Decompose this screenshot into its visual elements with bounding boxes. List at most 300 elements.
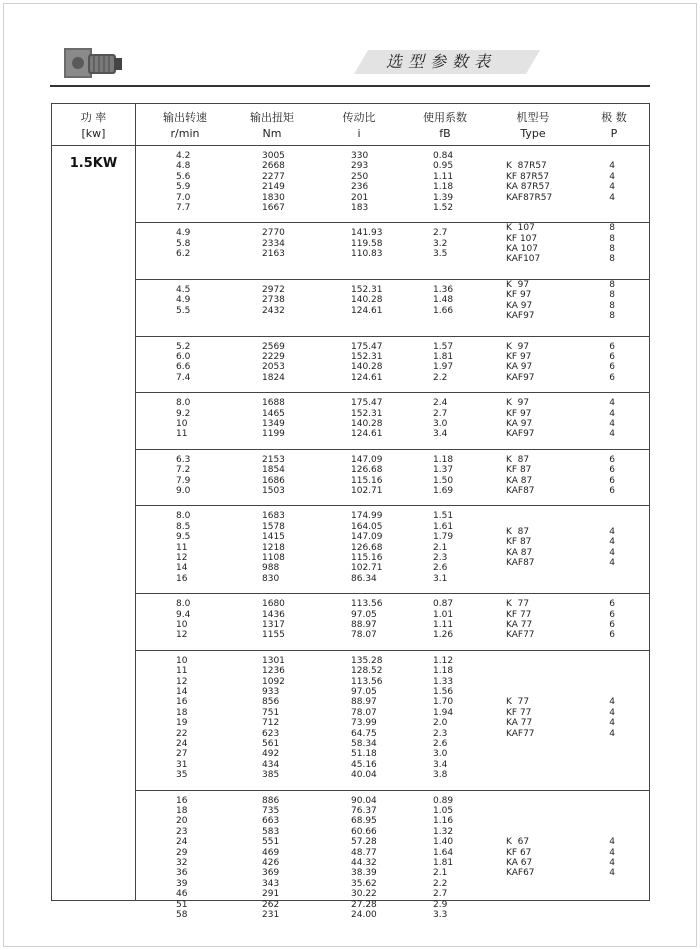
output-torque-cell: 2229 [262, 351, 285, 362]
output-speed-cell: 8.5 [176, 521, 191, 532]
poles-cell: 4 [609, 429, 615, 440]
output-torque-cell: 2770 [262, 228, 285, 239]
poles-cell: 4 [609, 847, 615, 858]
poles-cell: 6 [609, 465, 615, 476]
ratio-cell: 140.28 [351, 295, 383, 306]
output-torque-cell: 886 [262, 795, 280, 806]
power-value: 1.5KW [69, 156, 118, 171]
row-group [135, 506, 650, 593]
ratio-cell: 97.05 [351, 609, 377, 620]
service-factor-cell: 2.4 [433, 398, 448, 409]
output-torque-cell: 1301 [262, 655, 285, 666]
poles-cell: 4 [609, 728, 615, 739]
service-factor-cell: 2.1 [433, 868, 448, 879]
service-factor-cell: 1.18 [433, 454, 454, 465]
output-torque-cell: 712 [262, 718, 280, 729]
service-factor-cell: 3.4 [433, 429, 448, 440]
ratio-cell: 128.52 [351, 666, 383, 677]
ratio-cell: 115.16 [351, 552, 383, 563]
ratio-cell: 236 [351, 182, 369, 193]
poles-cell: 4 [609, 408, 615, 419]
row-group [135, 337, 650, 393]
output-torque-cell: 1688 [262, 398, 285, 409]
poles-cell: 4 [609, 526, 615, 537]
output-speed-cell: 14 [176, 563, 188, 574]
output-speed-cell: 19 [176, 718, 188, 729]
output-torque-cell: 1824 [262, 372, 285, 383]
service-factor-cell: 1.36 [433, 285, 454, 295]
output-torque-cell: 561 [262, 738, 280, 749]
poles-cell: 4 [609, 537, 615, 548]
type-cell: KAF97 [506, 311, 535, 321]
ratio-cell: 97.05 [351, 686, 377, 697]
poles-cell: 4 [609, 398, 615, 409]
service-factor-cell: 3.2 [433, 238, 448, 249]
output-torque-cell: 1317 [262, 619, 285, 630]
header-service-factor: 使用系数 fB [423, 111, 467, 140]
poles-cell: 6 [609, 609, 615, 620]
poles-cell: 8 [609, 279, 615, 290]
type-cell: K 87R57 [506, 161, 547, 172]
output-torque-cell: 1236 [262, 666, 285, 677]
service-factor-cell: 1.16 [433, 816, 454, 827]
ratio-cell: 175.47 [351, 341, 383, 352]
ratio-cell: 293 [351, 161, 369, 172]
service-factor-cell: 2.6 [433, 738, 448, 749]
type-cell: KA 77 [506, 619, 533, 630]
poles-cell: 6 [609, 341, 615, 352]
header-power: 功 率 [kw] [80, 111, 107, 140]
output-speed-cell: 10 [176, 655, 188, 666]
output-speed-cell: 5.8 [176, 238, 191, 249]
ratio-cell: 86.34 [351, 573, 377, 584]
service-factor-cell: 3.4 [433, 759, 448, 770]
output-speed-cell: 35 [176, 770, 188, 781]
output-speed-cell: 7.2 [176, 465, 191, 476]
type-cell: KF 87 [506, 537, 532, 548]
type-cell: KA 97 [506, 418, 533, 429]
output-torque-cell: 2738 [262, 295, 285, 306]
type-cell: K 77 [506, 599, 530, 610]
row-group [135, 594, 650, 650]
ratio-cell: 57.28 [351, 837, 377, 848]
output-torque-cell: 1199 [262, 429, 285, 440]
output-torque-cell: 2432 [262, 305, 285, 316]
ratio-cell: 88.97 [351, 697, 377, 708]
type-cell: KAF97 [506, 429, 535, 440]
service-factor-cell: 2.2 [433, 878, 448, 889]
output-torque-cell: 1349 [262, 418, 285, 429]
ratio-cell: 58.34 [351, 738, 377, 749]
service-factor-cell: 1.11 [433, 619, 454, 630]
row-group [135, 393, 650, 449]
output-torque-cell: 1667 [262, 203, 285, 213]
output-speed-cell: 23 [176, 826, 188, 837]
ratio-cell: 78.07 [351, 707, 377, 718]
service-factor-cell: 3.1 [433, 573, 448, 584]
poles-cell: 4 [609, 718, 615, 729]
output-torque-cell: 856 [262, 697, 280, 708]
service-factor-cell: 1.01 [433, 609, 454, 620]
output-speed-cell: 14 [176, 686, 188, 697]
poles-cell: 4 [609, 697, 615, 708]
ratio-cell: 113.56 [351, 676, 383, 687]
poles-cell: 8 [609, 223, 615, 234]
row-group [135, 280, 650, 336]
ratio-cell: 126.68 [351, 465, 383, 476]
output-speed-cell: 29 [176, 847, 188, 858]
service-factor-cell: 2.2 [433, 372, 448, 383]
output-torque-cell: 1155 [262, 630, 285, 641]
service-factor-cell: 1.52 [433, 203, 454, 213]
type-cell: KF 97 [506, 290, 532, 301]
row-group [135, 146, 650, 222]
poles-cell: 4 [609, 192, 615, 203]
poles-cell: 8 [609, 233, 615, 244]
output-torque-cell: 2053 [262, 362, 285, 373]
output-torque-cell: 2334 [262, 238, 285, 249]
output-speed-cell: 7.7 [176, 203, 191, 213]
type-cell: KAF87 [506, 558, 535, 569]
type-cell: KA 77 [506, 718, 533, 729]
output-torque-cell: 623 [262, 728, 280, 739]
ratio-cell: 201 [351, 192, 369, 203]
output-torque-cell: 1683 [262, 511, 285, 522]
output-torque-cell: 1108 [262, 552, 285, 563]
ratio-cell: 40.04 [351, 770, 377, 781]
output-speed-cell: 16 [176, 573, 188, 584]
output-speed-cell: 31 [176, 759, 188, 770]
service-factor-cell: 1.18 [433, 182, 454, 193]
output-torque-cell: 231 [262, 909, 280, 920]
type-cell: KA 87 [506, 547, 533, 558]
output-torque-cell: 1830 [262, 192, 285, 203]
type-cell: K 87 [506, 454, 530, 465]
output-torque-cell: 830 [262, 573, 280, 584]
service-factor-cell: 2.7 [433, 889, 448, 900]
poles-cell: 6 [609, 351, 615, 362]
ratio-cell: 44.32 [351, 857, 377, 868]
type-cell: KA 97 [506, 300, 533, 311]
service-factor-cell: 1.57 [433, 341, 454, 352]
service-factor-cell: 2.3 [433, 728, 448, 739]
output-torque-cell: 469 [262, 847, 280, 858]
output-torque-cell: 1415 [262, 532, 285, 543]
type-cell: KA 107 [506, 243, 538, 254]
output-torque-cell: 988 [262, 563, 280, 574]
output-speed-cell: 8.0 [176, 398, 191, 409]
poles-cell: 6 [609, 599, 615, 610]
ratio-cell: 60.66 [351, 826, 377, 837]
ratio-cell: 73.99 [351, 718, 377, 729]
type-cell: KAF87 [506, 485, 535, 496]
output-speed-cell: 4.9 [176, 228, 191, 239]
service-factor-cell: 1.12 [433, 655, 454, 666]
type-cell: KF 87R57 [506, 171, 550, 182]
output-speed-cell: 7.0 [176, 192, 191, 203]
output-torque-cell: 2153 [262, 454, 285, 465]
poles-cell: 6 [609, 454, 615, 465]
ratio-cell: 30.22 [351, 889, 377, 900]
row-group [135, 450, 650, 506]
output-speed-cell: 7.4 [176, 372, 191, 383]
output-torque-cell: 551 [262, 837, 280, 848]
output-speed-cell: 9.5 [176, 532, 191, 543]
type-cell: K 107 [506, 223, 535, 234]
service-factor-cell: 1.40 [433, 837, 454, 848]
service-factor-cell: 2.7 [433, 408, 448, 419]
type-cell: KF 97 [506, 408, 532, 419]
type-cell: KF 77 [506, 609, 532, 620]
poles-cell: 4 [609, 161, 615, 172]
ratio-cell: 135.28 [351, 655, 383, 666]
output-torque-cell: 1092 [262, 676, 285, 687]
output-torque-cell: 1465 [262, 408, 285, 419]
type-cell: K 77 [506, 697, 530, 708]
service-factor-cell: 1.69 [433, 485, 454, 496]
service-factor-cell: 0.89 [433, 795, 454, 806]
header-rule [50, 85, 650, 87]
type-cell: KAF77 [506, 728, 535, 739]
poles-cell: 4 [609, 857, 615, 868]
output-torque-cell: 291 [262, 889, 280, 900]
output-speed-cell: 20 [176, 816, 188, 827]
ratio-cell: 140.28 [351, 418, 383, 429]
output-speed-cell: 18 [176, 805, 188, 816]
poles-cell: 4 [609, 837, 615, 848]
output-speed-cell: 6.3 [176, 454, 191, 465]
output-torque-cell: 492 [262, 749, 280, 760]
output-torque-cell: 369 [262, 868, 280, 879]
ratio-cell: 174.99 [351, 511, 383, 522]
ratio-cell: 330 [351, 151, 369, 161]
selection-table [51, 103, 650, 920]
output-torque-cell: 2163 [262, 249, 285, 260]
header-output-speed: 输出转速 r/min [163, 111, 207, 140]
service-factor-cell: 3.0 [433, 418, 448, 429]
type-cell: KA 67 [506, 857, 533, 868]
poles-cell: 4 [609, 547, 615, 558]
output-speed-cell: 58 [176, 909, 188, 920]
type-cell: K 67 [506, 837, 530, 848]
type-cell: K 97 [506, 398, 530, 409]
row-group [135, 651, 650, 790]
output-torque-cell: 1854 [262, 465, 285, 476]
service-factor-cell: 1.26 [433, 630, 454, 641]
service-factor-cell: 1.81 [433, 857, 454, 868]
output-torque-cell: 1686 [262, 475, 285, 486]
type-cell: K 87 [506, 526, 530, 537]
ratio-cell: 126.68 [351, 542, 383, 553]
poles-cell: 6 [609, 619, 615, 630]
ratio-cell: 119.58 [351, 238, 383, 249]
output-speed-cell: 12 [176, 676, 188, 687]
service-factor-cell: 1.37 [433, 465, 454, 476]
output-speed-cell: 7.9 [176, 475, 191, 486]
output-torque-cell: 1503 [262, 485, 285, 496]
header-poles: 极 数 P [601, 111, 627, 140]
output-speed-cell: 5.5 [176, 305, 191, 316]
poles-cell: 8 [609, 243, 615, 254]
output-speed-cell: 46 [176, 889, 188, 900]
ratio-cell: 38.39 [351, 868, 377, 879]
service-factor-cell: 1.48 [433, 295, 454, 306]
ratio-cell: 24.00 [351, 909, 377, 920]
ratio-cell: 141.93 [351, 228, 383, 239]
ratio-cell: 250 [351, 171, 369, 182]
poles-cell: 4 [609, 418, 615, 429]
output-torque-cell: 426 [262, 857, 280, 868]
output-speed-cell: 6.2 [176, 249, 191, 260]
type-cell: KF 107 [506, 233, 538, 244]
service-factor-cell: 1.97 [433, 362, 454, 373]
ratio-cell: 152.31 [351, 408, 383, 419]
ratio-cell: 124.61 [351, 429, 383, 440]
output-speed-cell: 5.2 [176, 341, 191, 352]
ratio-cell: 90.04 [351, 795, 377, 806]
output-speed-cell: 36 [176, 868, 188, 879]
type-cell: KAF97 [506, 372, 535, 383]
type-cell: KF 87 [506, 465, 532, 476]
output-torque-cell: 434 [262, 759, 280, 770]
poles-cell: 6 [609, 372, 615, 383]
output-speed-cell: 9.4 [176, 609, 191, 620]
service-factor-cell: 0.84 [433, 151, 454, 161]
service-factor-cell: 1.39 [433, 192, 454, 203]
service-factor-cell: 2.1 [433, 542, 448, 553]
type-cell: K 97 [506, 279, 530, 290]
service-factor-cell: 3.3 [433, 909, 448, 920]
output-speed-cell: 4.8 [176, 161, 191, 172]
ratio-cell: 147.09 [351, 532, 383, 543]
output-speed-cell: 10 [176, 619, 188, 630]
output-speed-cell: 24 [176, 837, 188, 848]
ratio-cell: 51.18 [351, 749, 377, 760]
ratio-cell: 124.61 [351, 372, 383, 383]
output-speed-cell: 12 [176, 552, 188, 563]
ratio-cell: 183 [351, 203, 369, 213]
service-factor-cell: 2.6 [433, 563, 448, 574]
output-speed-cell: 4.9 [176, 295, 191, 306]
poles-cell: 8 [609, 311, 615, 321]
service-factor-cell: 1.81 [433, 351, 454, 362]
ratio-cell: 45.16 [351, 759, 377, 770]
service-factor-cell: 0.95 [433, 161, 454, 172]
ratio-cell: 48.77 [351, 847, 377, 858]
output-torque-cell: 1436 [262, 609, 285, 620]
ratio-cell: 152.31 [351, 285, 383, 295]
header-type: 机型号 Type [516, 111, 550, 140]
output-torque-cell: 3005 [262, 151, 285, 161]
ratio-cell: 35.62 [351, 878, 377, 889]
ratio-cell: 115.16 [351, 475, 383, 486]
type-cell: KF 67 [506, 847, 532, 858]
service-factor-cell: 1.61 [433, 521, 454, 532]
ratio-cell: 68.95 [351, 816, 377, 827]
output-torque-cell: 2668 [262, 161, 285, 172]
poles-cell: 8 [609, 300, 615, 311]
output-speed-cell: 5.9 [176, 182, 191, 193]
output-speed-cell: 4.2 [176, 151, 191, 161]
output-speed-cell: 12 [176, 630, 188, 641]
ratio-cell: 102.71 [351, 563, 383, 574]
output-speed-cell: 51 [176, 899, 188, 910]
header-output-torque: 输出扭矩 Nm [250, 111, 294, 140]
ratio-cell: 164.05 [351, 521, 383, 532]
poles-cell: 6 [609, 475, 615, 486]
output-speed-cell: 8.0 [176, 511, 191, 522]
poles-cell: 8 [609, 290, 615, 301]
service-factor-cell: 3.0 [433, 749, 448, 760]
output-speed-cell: 8.0 [176, 599, 191, 610]
output-torque-cell: 583 [262, 826, 280, 837]
service-factor-cell: 2.0 [433, 718, 448, 729]
service-factor-cell: 1.11 [433, 171, 454, 182]
row-group [135, 791, 650, 930]
service-factor-cell: 2.9 [433, 899, 448, 910]
type-cell: KAF77 [506, 630, 535, 641]
service-factor-cell: 1.56 [433, 686, 454, 697]
output-torque-cell: 2149 [262, 182, 285, 193]
page-title: 选型参数表 [386, 52, 497, 71]
service-factor-cell: 2.3 [433, 552, 448, 563]
output-torque-cell: 2569 [262, 341, 285, 352]
output-speed-cell: 4.5 [176, 285, 191, 295]
service-factor-cell: 1.94 [433, 707, 454, 718]
service-factor-cell: 1.64 [433, 847, 454, 858]
service-factor-cell: 3.8 [433, 770, 448, 781]
poles-cell: 4 [609, 558, 615, 569]
ratio-cell: 64.75 [351, 728, 377, 739]
poles-cell: 4 [609, 868, 615, 879]
type-cell: KA 87 [506, 475, 533, 486]
output-speed-cell: 24 [176, 738, 188, 749]
ratio-cell: 76.37 [351, 805, 377, 816]
header-ratio: 传动比 i [342, 111, 376, 140]
ratio-cell: 102.71 [351, 485, 383, 496]
type-cell: KA 97 [506, 362, 533, 373]
poles-cell: 4 [609, 171, 615, 182]
output-speed-cell: 16 [176, 795, 188, 806]
row-group [135, 223, 650, 279]
ratio-cell: 78.07 [351, 630, 377, 641]
output-torque-cell: 735 [262, 805, 280, 816]
output-speed-cell: 22 [176, 728, 188, 739]
service-factor-cell: 1.51 [433, 511, 454, 522]
output-torque-cell: 385 [262, 770, 280, 781]
type-cell: KF 77 [506, 707, 532, 718]
output-torque-cell: 1680 [262, 599, 285, 610]
service-factor-cell: 0.87 [433, 599, 454, 610]
poles-cell: 4 [609, 707, 615, 718]
table-header [52, 104, 649, 146]
output-speed-cell: 39 [176, 878, 188, 889]
service-factor-cell: 1.70 [433, 697, 454, 708]
service-factor-cell: 1.18 [433, 666, 454, 677]
poles-cell: 8 [609, 254, 615, 265]
type-cell: KA 87R57 [506, 182, 550, 193]
ratio-cell: 124.61 [351, 305, 383, 316]
type-cell: KF 97 [506, 351, 532, 362]
poles-cell: 6 [609, 362, 615, 373]
output-torque-cell: 1578 [262, 521, 285, 532]
type-cell: KAF67 [506, 868, 535, 879]
service-factor-cell: 1.79 [433, 532, 454, 543]
poles-cell: 6 [609, 485, 615, 496]
output-speed-cell: 6.0 [176, 351, 191, 362]
poles-cell: 4 [609, 182, 615, 193]
ratio-cell: 110.83 [351, 249, 383, 260]
